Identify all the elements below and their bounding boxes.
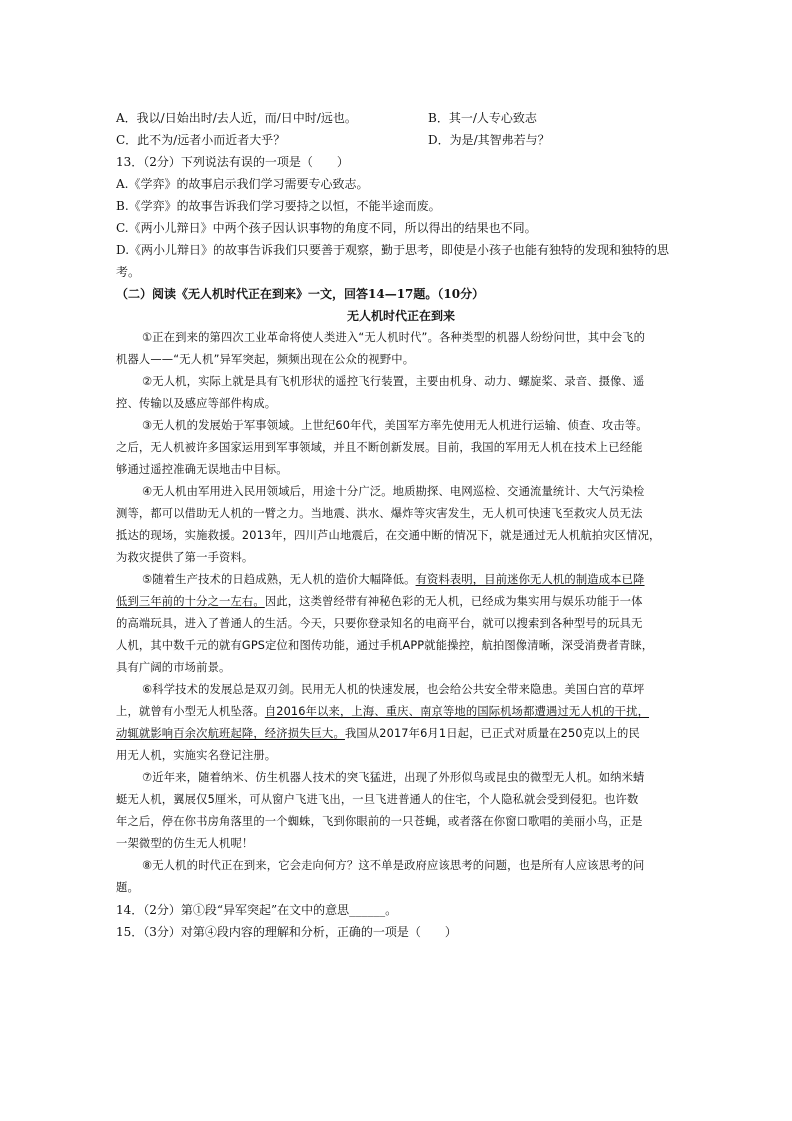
q12-option-d: D．为是/其智弗若与？ xyxy=(428,133,550,147)
q12-option-a: A．我以/日始出时/去人近，而/日中时/远也。 xyxy=(116,111,357,125)
q13-option-b: B.《学弈》的故事告诉我们学习要持之以恒，不能半途而废。 xyxy=(116,199,441,213)
para-1-line-2: 机器人——“无人机”异军突起，频频出现在公众的视野中。 xyxy=(116,353,415,366)
q13-stem: 13．（2分）下列说法有误的一项是（ ） xyxy=(116,155,349,169)
para-2-line-2: 控、传输以及感应等部件构成。 xyxy=(116,397,277,410)
para-5-text: 因此，这类曾经带有神秘色彩的无人机，已经成为集实用与娱乐功能于一体 xyxy=(264,595,643,608)
para-6-line-3 xyxy=(116,727,686,741)
q13-option-d-line1: D.《两小儿辩日》的故事告诉我们只要善于观察，勤于思考，即使是小孩子也能有独特的发现和独特的思 xyxy=(116,243,670,257)
underlined-sentence: 自2016年以来，上海、重庆、南京等地的国际机场都遭遇过无人机的干扰， xyxy=(264,705,650,718)
para-3-line-2: 之后，无人机被许多国家运用到军事领域，并且不断创新发展。目前，我国的军用无人机在技术上已经能 xyxy=(116,441,643,454)
q13-option-a: A.《学弈》的故事启示我们学习需要专心致志。 xyxy=(116,177,369,191)
para-4-line-3: 抵达的现场，实施救援。2013年，四川芦山地震后，在交通中断的情况下，就是通过无人机航拍灾区情况， xyxy=(116,529,661,542)
q14-stem: 14．（2分）第①段“异军突起”在文中的意思______。 xyxy=(116,903,398,917)
para-3-line-3: 够通过遥控准确无误地击中目标。 xyxy=(116,463,288,476)
para-8-line-2: 题。 xyxy=(116,881,139,894)
para-1-line-1: ①正在到来的第四次工业革命将使人类进入“无人机时代”。各种类型的机器人纷纷问世，其中会飞的 xyxy=(142,331,646,344)
para-8-line-1: ⑧无人机的时代正在到来，它会走向何方？这不单是政府应该思考的问题，也是所有人应该思考的问 xyxy=(142,859,645,872)
para-7-line-1: ⑦近年来，随着纳米、仿生机器人技术的突飞猛进，出现了外形似鸟或昆虫的微型无人机。如纳米蜻 xyxy=(142,771,645,784)
para-6-line-1: ⑥科学技术的发展总是双刃剑。民用无人机的快速发展，也会给公共安全带来隐患。美国白宫的草坪 xyxy=(142,683,645,696)
para-7-line-3: 年之后，停在你书房角落里的一个蜘蛛，飞到你眼前的一只苍蝇，或者落在你窗口歌唱的美丽小鸟，正是 xyxy=(116,815,643,828)
para-7-line-2: 蜓无人机，翼展仅5厘米，可从窗户飞进飞出，一旦飞进普通人的住宅，个人隐私就会受到侵犯。也许数 xyxy=(116,793,639,806)
q12-option-b: B．其一/人专心致志 xyxy=(428,111,537,125)
para-2-line-1: ②无人机，实际上就是具有飞机形状的遥控飞行装置，主要由机身、动力、螺旋桨、录音、摄像、遥 xyxy=(142,375,645,388)
underlined-sentence: 动辄就影响百余次航班起降，经济损失巨大。 xyxy=(116,727,345,740)
para-5-text: ⑤随着生产技术的日趋成熟，无人机的造价大幅降低。 xyxy=(142,573,416,586)
article-title: 无人机时代正在到来 xyxy=(346,309,455,323)
para-4-line-4: 为救灾提供了第一手资料。 xyxy=(116,551,254,564)
underlined-sentence: 有资料表明，目前迷你无人机的制造成本已降 xyxy=(415,573,645,586)
para-5-line-1 xyxy=(142,573,712,587)
para-5-line-2 xyxy=(116,595,686,609)
para-6-text: 我国从2017年6月1日起，已正式对质量在250克以上的民 xyxy=(344,727,640,740)
para-5-line-4: 人机，其中数千元的就有GPS定位和图传功能，通过手机APP就能操控，航拍图像清晰，深受消费者青睐， xyxy=(116,639,654,652)
para-6-line-2 xyxy=(116,705,686,719)
para-6-text: 上，就曾有小型无人机坠落。 xyxy=(116,705,265,718)
q13-option-d-line2: 考。 xyxy=(116,265,141,279)
para-6-line-4: 用无人机，实施实名登记注册。 xyxy=(116,749,277,762)
para-5-line-3: 的高端玩具，进入了普通人的生活。今天，只要你登录知名的电商平台，就可以搜索到各种型号的玩具无 xyxy=(116,617,643,630)
para-3-line-1: ③无人机的发展始于军事领域。上世纪60年代，美国军方率先使用无人机进行运输、侦查、攻击等。 xyxy=(142,419,648,432)
q13-option-c: C.《两小儿辩日》中两个孩子因认识事物的角度不同，所以得出的结果也不同。 xyxy=(116,221,537,235)
para-4-line-2: 测等，都可以借助无人机的一臂之力。当地震、洪水、爆炸等灾害发生，无人机可快速飞至救灾人员无法 xyxy=(116,507,643,520)
para-7-line-4: 一架微型的仿生无人机呢！ xyxy=(116,837,254,850)
q12-option-c: C．此不为/远者小而近者大乎？ xyxy=(116,133,286,147)
underlined-sentence: 低到三年前的十分之一左右。 xyxy=(116,595,265,608)
para-5-line-5: 具有广阔的市场前景。 xyxy=(116,661,231,674)
q15-stem: 15．（3分）对第④段内容的理解和分析，正确的一项是（ ） xyxy=(116,925,457,939)
para-4-line-1: ④无人机由军用进入民用领域后，用途十分广泛。地质勘探、电网巡检、交通流量统计、大气污染检 xyxy=(142,485,645,498)
section-heading: （二）阅读《无人机时代正在到来》一文，回答14—17题。（10分） xyxy=(116,287,485,301)
